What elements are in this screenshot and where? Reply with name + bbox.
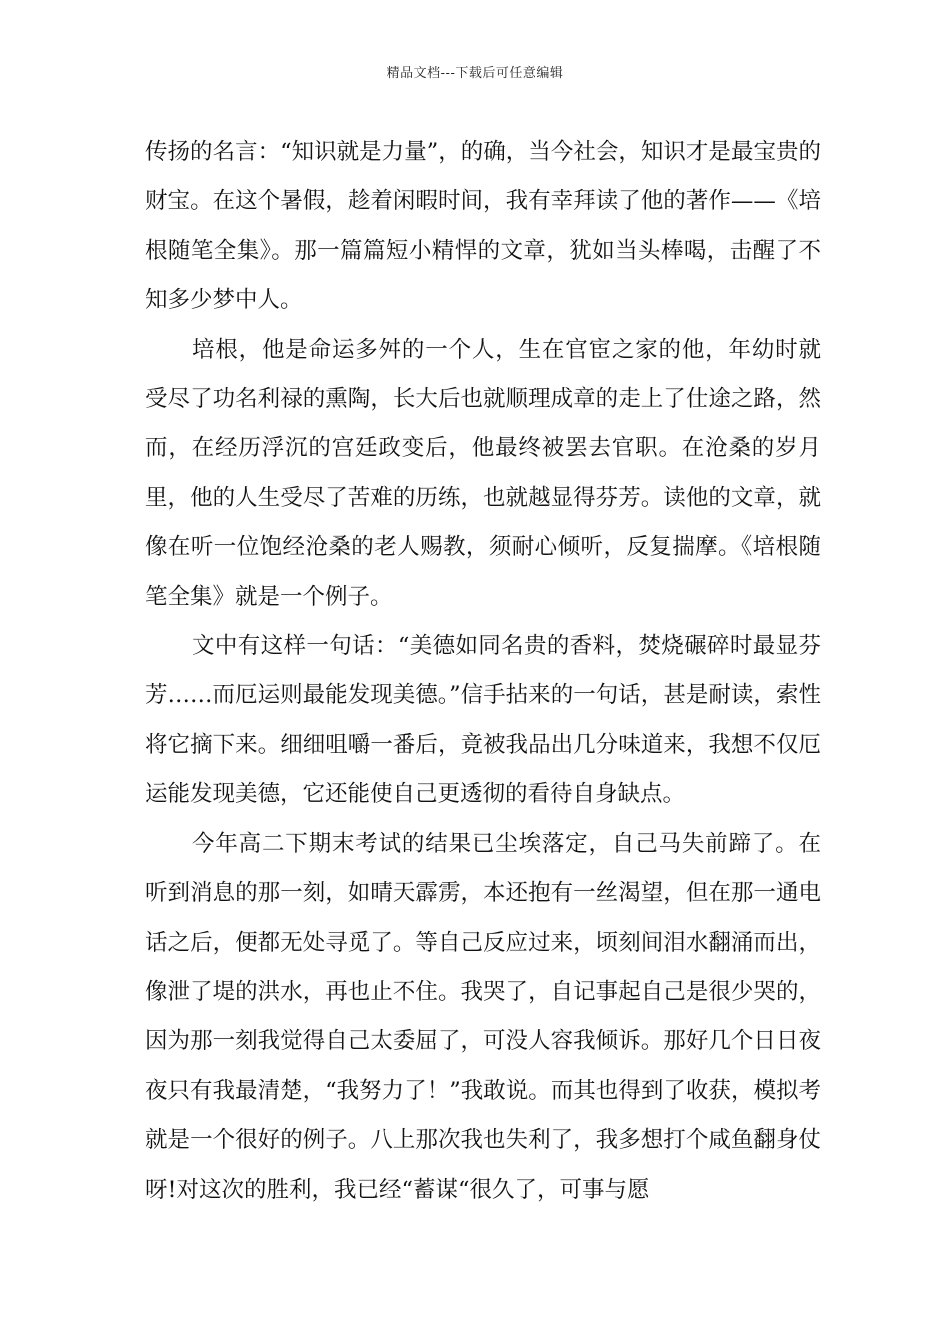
paragraph-3: 文中有这样一句话：“美德如同名贵的香料，焚烧碾碎时最显芬芳……而厄运则最能发现美德。”信手拈来的一句话，甚是耐读，索性将它摘下来。细细咀嚼一番后，竟被我品出几分味道来，我想不仅厄运能发现美德，它还能使自己更透彻的看待自身缺点。: [145, 633, 821, 808]
paragraph-4: 今年高二下期末考试的结果已尘埃落定，自己马失前蹄了。在听到消息的那一刻，如晴天霹雳，本还抱有一丝渴望，但在那一通电话之后，便都无处寻觅了。等自己反应过来，顷刻间泪水翻涌而出，像泄了堤的洪水，再也止不住。我哭了，自记事起自己是很少哭的，因为那一刻我觉得自己太委屈了，可没人容我倾诉。那好几个日日夜夜只有我最清楚，“我努力了！”我敢说。而其也得到了收获，模拟考就是一个很好的例子。八上那次我也失利了，我多想打个咸鱼翻身仗呀!对这次的胜利，我已经“蓄谋“很久了，可事与愿: [145, 830, 821, 1203]
paragraph-1: 传扬的名言：“知识就是力量”，的确，当今社会，知识才是最宝贵的财宝。在这个暑假，趁着闲暇时间，我有幸拜读了他的著作——《培根随笔全集》。那一篇篇短小精悍的文章，犹如当头棒喝，击醒了不知多少梦中人。: [145, 139, 821, 314]
page-header: 精品文档---下载后可任意编辑: [386, 66, 564, 81]
body-text: [145, 128, 821, 1215]
paragraph-2: 培根，他是命运多舛的一个人，生在官宦之家的他，年幼时就受尽了功名利禄的熏陶，长大后也就顺理成章的走上了仕途之路，然而，在经历浮沉的宫廷政变后，他最终被罢去官职。在沧桑的岁月里，他的人生受尽了苦难的历练，也就越显得芬芳。读他的文章，就像在听一位饱经沧桑的老人赐教，须耐心倾听，反复揣摩。《培根随笔全集》就是一个例子。: [145, 336, 821, 610]
